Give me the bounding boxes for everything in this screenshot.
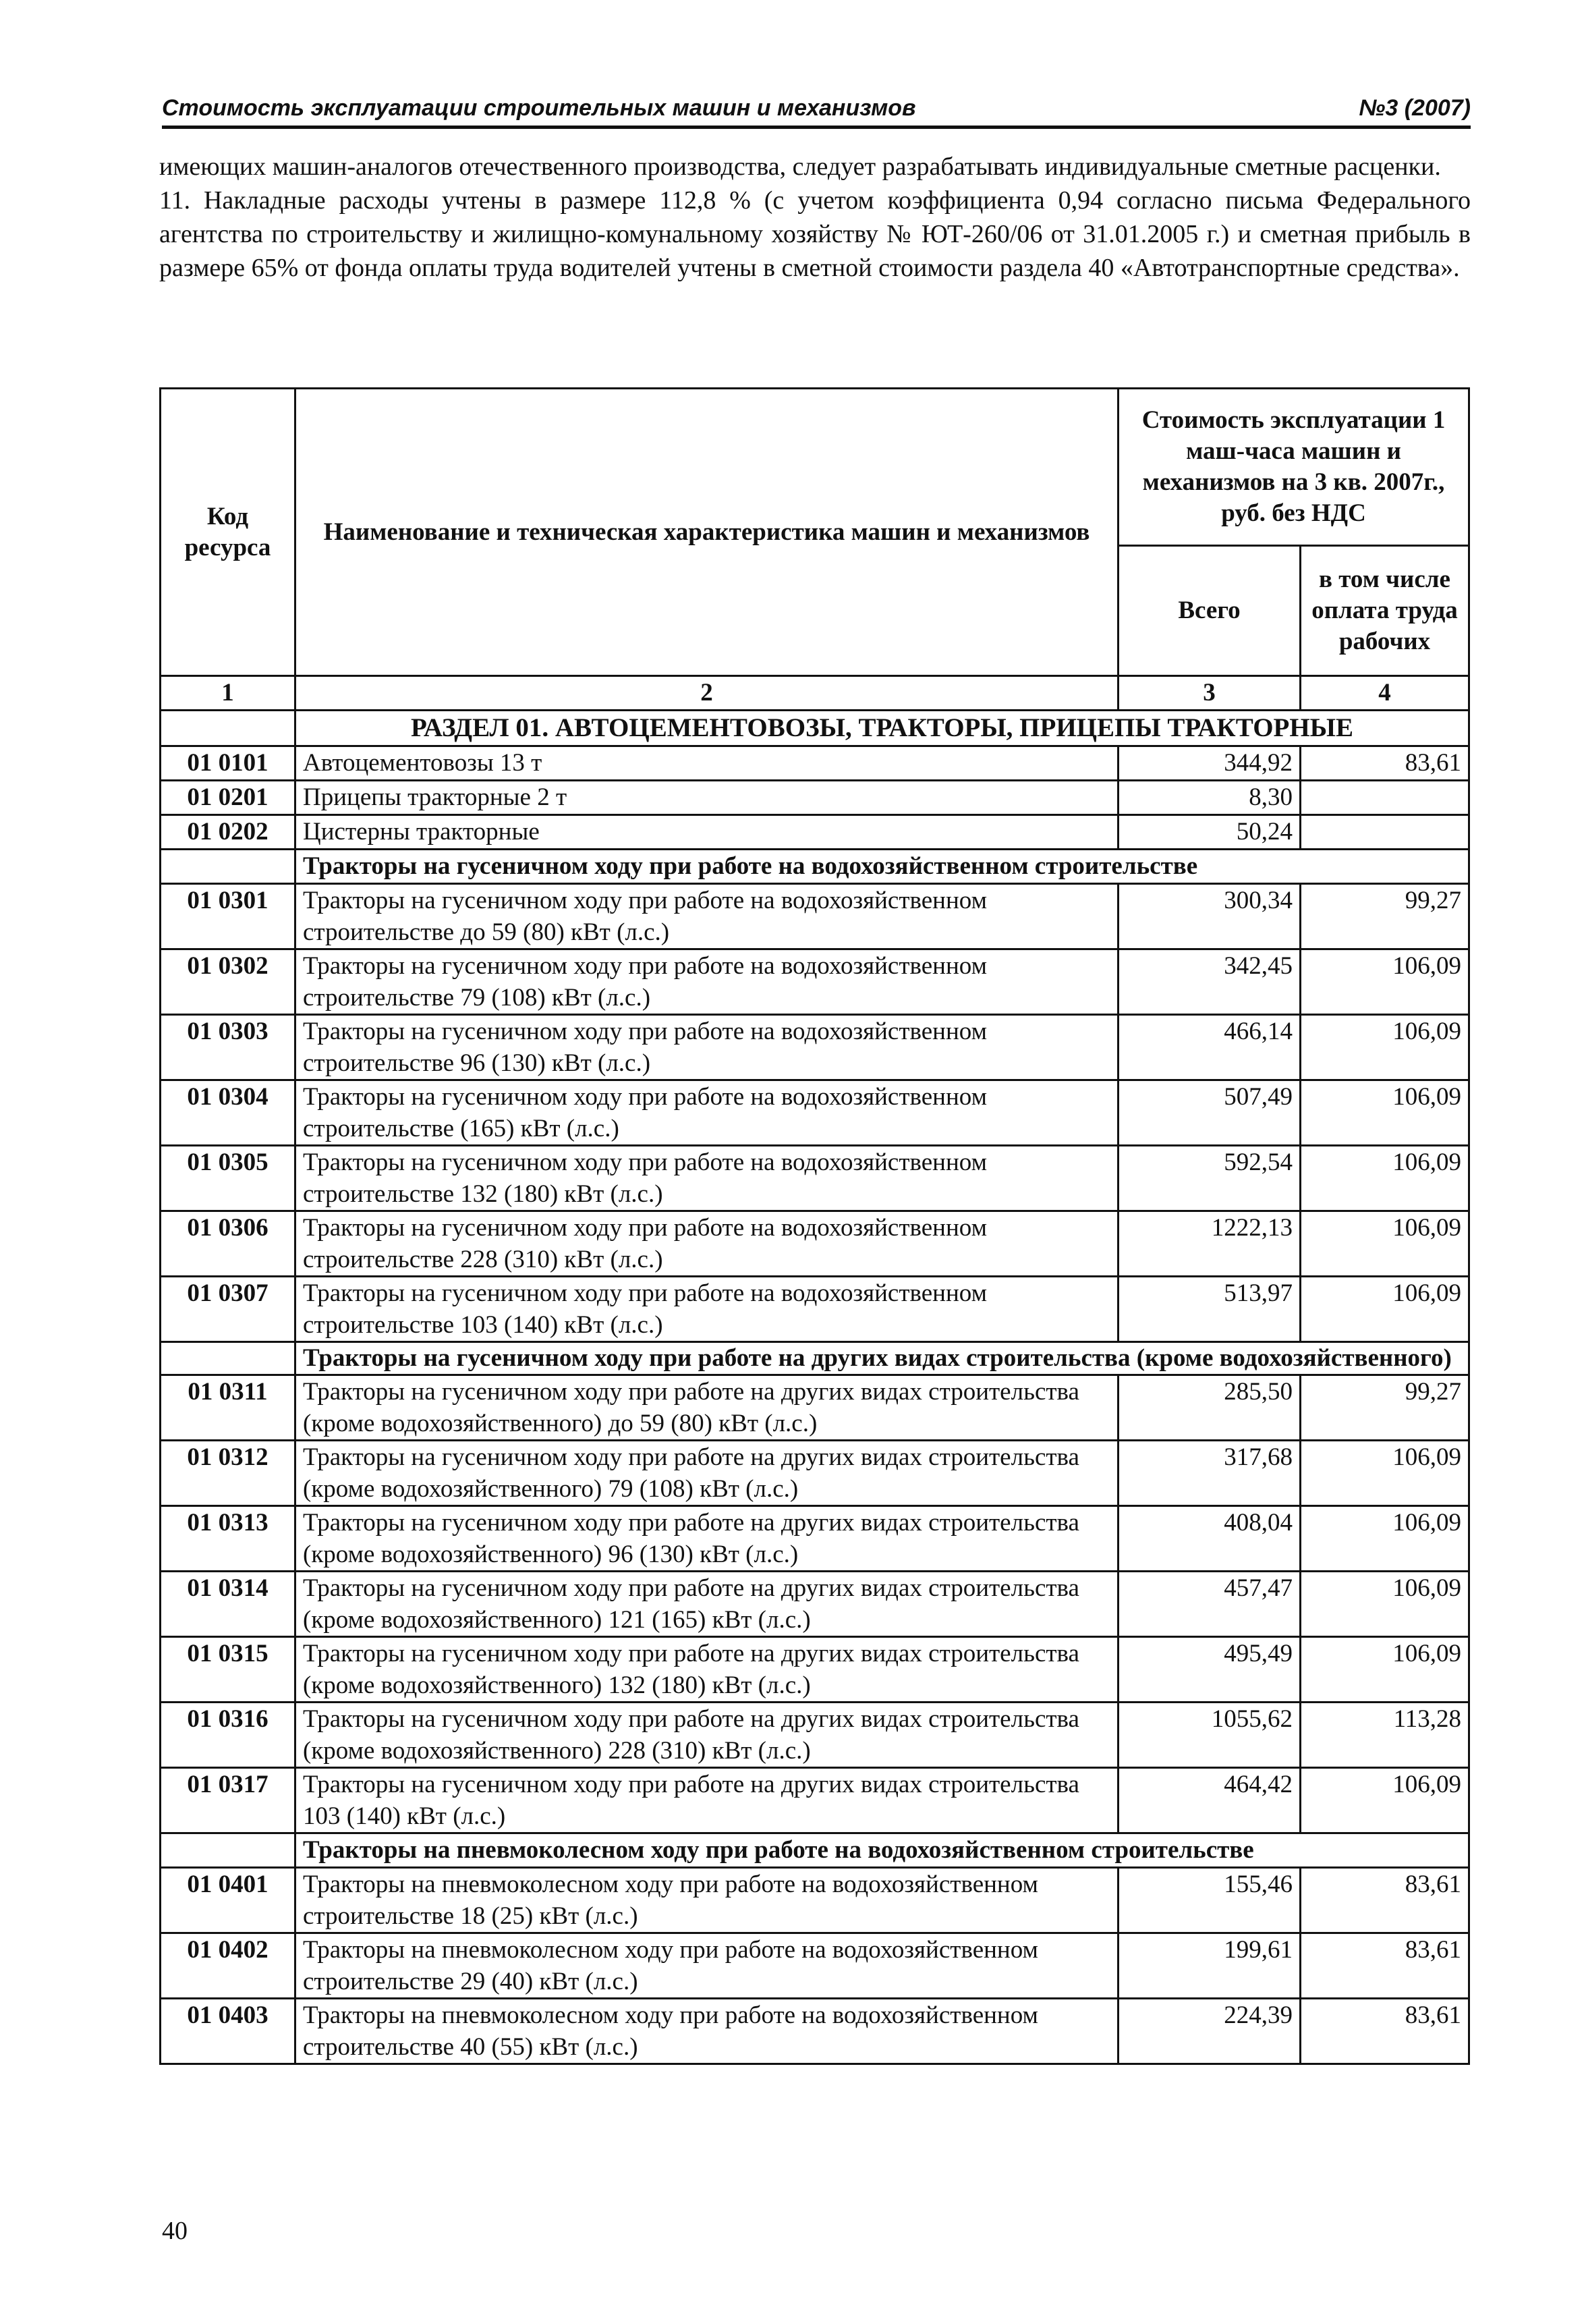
cost-labor: 106,09 [1301, 1015, 1469, 1080]
table-row [161, 1211, 1469, 1277]
resource-code: 01 0311 [161, 1375, 295, 1441]
cost-total: 300,34 [1119, 884, 1301, 949]
cost-total: 495,49 [1119, 1637, 1301, 1703]
resource-code: 01 0401 [161, 1868, 295, 1933]
resource-code: 01 0315 [161, 1637, 295, 1703]
cost-total: 285,50 [1119, 1375, 1301, 1441]
table-row [161, 746, 1469, 781]
resource-name: Тракторы на гусеничном ходу при работе на водохозяйственном строительстве 96 (130) кВт (л.с.) [295, 1015, 1119, 1080]
resource-name: Тракторы на пневмоколесном ходу при работе на водохозяйственном строительстве 29 (40) кВт (л.с.) [295, 1933, 1119, 1999]
running-header [162, 88, 1471, 129]
resource-code: 01 0403 [161, 1999, 295, 2064]
table-row [161, 1933, 1469, 1999]
cost-total: 199,61 [1119, 1933, 1301, 1999]
resource-name: Тракторы на гусеничном ходу при работе на других видах строительства 103 (140) кВт (л.с.) [295, 1768, 1119, 1833]
cost-labor: 106,09 [1301, 1506, 1469, 1572]
cost-labor: 83,61 [1301, 1999, 1469, 2064]
table-row [161, 815, 1469, 850]
table-row [161, 1441, 1469, 1506]
section-title: РАЗДЕЛ 01. АВТОЦЕМЕНТОВОЗЫ, ТРАКТОРЫ, ПРИЦЕПЫ ТРАКТОРНЫЕ [295, 711, 1469, 746]
table-row [161, 1703, 1469, 1768]
table-row [161, 1637, 1469, 1703]
resource-name: Тракторы на гусеничном ходу при работе на водохозяйственном строительстве 132 (180) кВт (л.с.) [295, 1146, 1119, 1211]
table-row [161, 1768, 1469, 1833]
cost-labor [1301, 815, 1469, 850]
cost-labor: 106,09 [1301, 1080, 1469, 1146]
cost-total: 317,68 [1119, 1441, 1301, 1506]
resource-code: 01 0304 [161, 1080, 295, 1146]
table-row [161, 1999, 1469, 2064]
resource-name: Тракторы на гусеничном ходу при работе на других видах строительства (кроме водохозяйственного) до 59 (80) кВт (л.с.) [295, 1375, 1119, 1441]
cost-total: 464,42 [1119, 1768, 1301, 1833]
cost-labor: 106,09 [1301, 1277, 1469, 1342]
table-row [161, 1015, 1469, 1080]
resource-code: 01 0101 [161, 746, 295, 781]
table-row [161, 949, 1469, 1015]
cost-total: 507,49 [1119, 1080, 1301, 1146]
cost-total: 155,46 [1119, 1868, 1301, 1933]
resource-code: 01 0202 [161, 815, 295, 850]
resource-table [159, 387, 1470, 2065]
cost-total: 8,30 [1119, 781, 1301, 815]
table-row [161, 1375, 1469, 1441]
resource-name: Цистерны тракторные [295, 815, 1119, 850]
cost-labor: 99,27 [1301, 884, 1469, 949]
resource-code: 01 0313 [161, 1506, 295, 1572]
cost-total: 342,45 [1119, 949, 1301, 1015]
resource-code: 01 0305 [161, 1146, 295, 1211]
page-number: 40 [162, 2217, 188, 2245]
resource-name: Тракторы на гусеничном ходу при работе на водохозяйственном строительстве 228 (310) кВт (л.с.) [295, 1211, 1119, 1277]
header-cost: Стоимость эксплуатации 1 маш-часа машин и механизмов на 3 кв. 2007г., руб. без НДС [1119, 389, 1469, 546]
table-row [161, 1146, 1469, 1211]
cost-labor: 106,09 [1301, 1211, 1469, 1277]
section-row [161, 711, 1469, 746]
subsection-title: Тракторы на гусеничном ходу при работе на водохозяйственном строительстве [295, 850, 1469, 884]
cost-total: 457,47 [1119, 1572, 1301, 1637]
header-title: Стоимость эксплуатации строительных машин и механизмов [162, 95, 916, 121]
cost-labor: 106,09 [1301, 1572, 1469, 1637]
subsection-row [161, 1833, 1469, 1868]
resource-name: Тракторы на гусеничном ходу при работе на других видах строительства (кроме водохозяйственного) 121 (165) кВт (л.с.) [295, 1572, 1119, 1637]
cost-total: 408,04 [1119, 1506, 1301, 1572]
column-number: 1 [161, 676, 295, 711]
cost-labor: 113,28 [1301, 1703, 1469, 1768]
resource-code: 01 0302 [161, 949, 295, 1015]
cost-labor: 106,09 [1301, 1637, 1469, 1703]
resource-name: Тракторы на гусеничном ходу при работе на водохозяйственном строительстве (165) кВт (л.с.) [295, 1080, 1119, 1146]
resource-name: Тракторы на гусеничном ходу при работе на других видах строительства (кроме водохозяйственного) 96 (130) кВт (л.с.) [295, 1506, 1119, 1572]
resource-name: Прицепы тракторные 2 т [295, 781, 1119, 815]
cost-total: 1222,13 [1119, 1211, 1301, 1277]
resource-code: 01 0314 [161, 1572, 295, 1637]
resource-code: 01 0201 [161, 781, 295, 815]
header-code: Код ресурса [161, 389, 295, 676]
resource-name: Тракторы на гусеничном ходу при работе на других видах строительства (кроме водохозяйственного) 132 (180) кВт (л.с.) [295, 1637, 1119, 1703]
header-total: Всего [1119, 546, 1301, 676]
cost-labor: 106,09 [1301, 1146, 1469, 1211]
cost-labor: 106,09 [1301, 1768, 1469, 1833]
cost-total: 592,54 [1119, 1146, 1301, 1211]
table-row [161, 1080, 1469, 1146]
table-row [161, 1868, 1469, 1933]
table-row [161, 884, 1469, 949]
resource-code: 01 0301 [161, 884, 295, 949]
subsection-title: Тракторы на пневмоколесном ходу при работе на водохозяйственном строительстве [295, 1833, 1469, 1868]
resource-name: Тракторы на гусеничном ходу при работе на других видах строительства (кроме водохозяйственного) 79 (108) кВт (л.с.) [295, 1441, 1119, 1506]
column-number: 4 [1301, 676, 1469, 711]
resource-code: 01 0402 [161, 1933, 295, 1999]
cost-labor: 106,09 [1301, 1441, 1469, 1506]
cost-total: 1055,62 [1119, 1703, 1301, 1768]
subsection-row [161, 850, 1469, 884]
column-number: 3 [1119, 676, 1301, 711]
table-row [161, 781, 1469, 815]
resource-code: 01 0306 [161, 1211, 295, 1277]
intro-paragraph-2: 11. Накладные расходы учтены в размере 112,8 % (с учетом коэффициента 0,94 согласно письма Федерального агентства по строительству и жилищно-комунальному хозяйству № ЮТ-260/06 от 31.01.2005 г.) и сметная прибыль в размере 65% от фонда оплаты труда водителей учтены в сметной стоимости раздела 40 «Автотранспортные средства». [159, 186, 1471, 282]
subsection-row [161, 1342, 1469, 1375]
cost-total: 224,39 [1119, 1999, 1301, 2064]
resource-name: Тракторы на гусеничном ходу при работе на водохозяйственном строительстве 103 (140) кВт (л.с.) [295, 1277, 1119, 1342]
resource-code: 01 0316 [161, 1703, 295, 1768]
resource-name: Тракторы на пневмоколесном ходу при работе на водохозяйственном строительстве 40 (55) кВт (л.с.) [295, 1999, 1119, 2064]
column-number: 2 [295, 676, 1119, 711]
resource-name: Тракторы на пневмоколесном ходу при работе на водохозяйственном строительстве 18 (25) кВт (л.с.) [295, 1868, 1119, 1933]
cost-labor: 83,61 [1301, 746, 1469, 781]
table-row [161, 1572, 1469, 1637]
table-row [161, 1506, 1469, 1572]
cost-labor: 83,61 [1301, 1933, 1469, 1999]
cost-total: 513,97 [1119, 1277, 1301, 1342]
resource-name: Тракторы на гусеничном ходу при работе на водохозяйственном строительстве до 59 (80) кВт (л.с.) [295, 884, 1119, 949]
cost-total: 466,14 [1119, 1015, 1301, 1080]
cost-total: 344,92 [1119, 746, 1301, 781]
column-numbers-row [161, 676, 1469, 711]
cost-labor [1301, 781, 1469, 815]
subsection-title: Тракторы на гусеничном ходу при работе на других видах строительства (кроме водохозяйственного) [295, 1342, 1469, 1375]
cost-total: 50,24 [1119, 815, 1301, 850]
resource-code: 01 0312 [161, 1441, 295, 1506]
cost-labor: 99,27 [1301, 1375, 1469, 1441]
header-labor: в том числе оплата труда рабочих [1301, 546, 1469, 676]
resource-name: Тракторы на гусеничном ходу при работе на водохозяйственном строительстве 79 (108) кВт (л.с.) [295, 949, 1119, 1015]
resource-code: 01 0317 [161, 1768, 295, 1833]
resource-code: 01 0307 [161, 1277, 295, 1342]
table-row [161, 1277, 1469, 1342]
intro-paragraph-1: имеющих машин-аналогов отечественного производства, следует разрабатывать индивидуальные сметные расценки. [159, 153, 1441, 181]
cost-labor: 106,09 [1301, 949, 1469, 1015]
intro-text [159, 150, 1471, 285]
resource-name: Автоцементовозы 13 т [295, 746, 1119, 781]
resource-name: Тракторы на гусеничном ходу при работе на других видах строительства (кроме водохозяйственного) 228 (310) кВт (л.с.) [295, 1703, 1119, 1768]
header-issue: №3 (2007) [1359, 95, 1471, 121]
header-name: Наименование и техническая характеристика машин и механизмов [295, 389, 1119, 676]
resource-code: 01 0303 [161, 1015, 295, 1080]
cost-labor: 83,61 [1301, 1868, 1469, 1933]
